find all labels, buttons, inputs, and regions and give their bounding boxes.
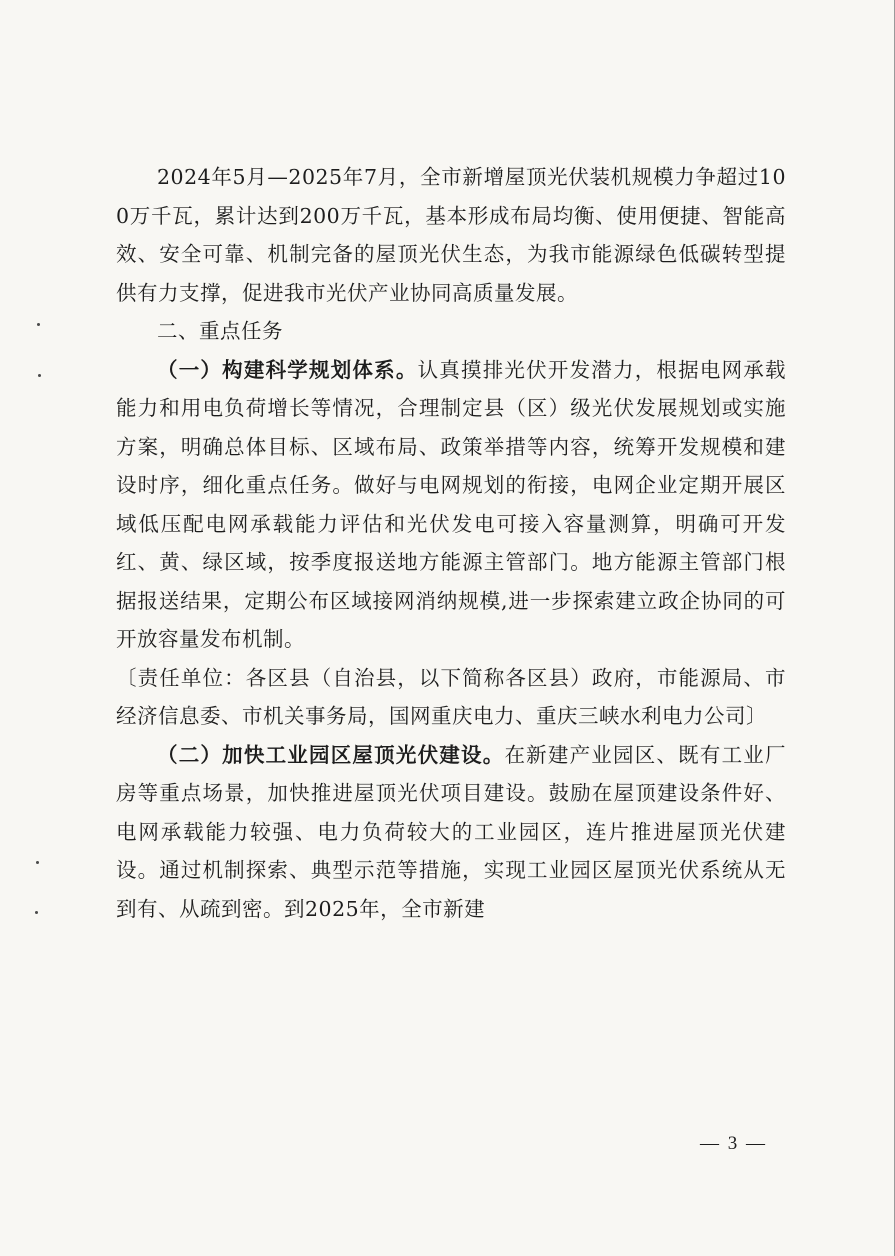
section-heading: 二、重点任务 <box>157 319 283 343</box>
goal-paragraph: 2024年5月—2025年7月，全市新增屋顶光伏装机规模力争超过100万千瓦，累计达到200万千瓦，基本形成布局均衡、使用便捷、智能高效、安全可靠、机制完备的屋顶光伏生态，为我市能源绿色低碳转型提供有力支撑，促进我市光伏产业协同高质量发展。 <box>116 165 786 305</box>
task-1-body: 认真摸排光伏开发潜力，根据电网承载能力和用电负荷增长等情况，合理制定县（区）级光伏发展规划或实施方案，明确总体目标、区域布局、政策举措等内容，统筹开发规模和建设时序，细化重点任务。做好与电网规划的衔接，电网企业定期开展区域低压配电网承载能力评估和光伏发电可接入容量测算，明确可开发红、黄、绿区域，按季度报送地方能源主管部门。地方能源主管部门根据报送结果，定期公布区域接网消纳规模,进一步探索建立政企协同的可开放容量发布机制。 <box>116 357 787 651</box>
scan-speck <box>37 323 40 326</box>
task-2-body: 在新建产业园区、既有工业厂房等重点场景，加快推进屋顶光伏项目建设。鼓励在屋顶建设条件好、电网承载能力较强、电力负荷较大的工业园区，连片推进屋顶光伏建设。通过机制探索、典型示范等措施，实现工业园区屋顶光伏系统从无到有、从疏到密。到2025年，全市新建 <box>116 742 787 921</box>
page-number: — 3 — <box>700 1133 767 1154</box>
task-2-title: （二）加快工业园区屋顶光伏建设。 <box>157 742 505 767</box>
task-1-responsibility: 〔责任单位：各区县（自治县，以下简称各区县）政府，市能源局、市经济信息委、市机关事务局，国网重庆电力、重庆三峡水利电力公司〕 <box>116 665 786 728</box>
scan-speck <box>35 911 38 914</box>
task-1-paragraph <box>116 351 786 659</box>
scan-speck <box>36 861 39 864</box>
task-2-paragraph <box>116 736 786 929</box>
scan-speck <box>38 374 41 377</box>
task-1-title: （一）构建科学规划体系。 <box>157 357 418 382</box>
document-body <box>116 158 786 928</box>
